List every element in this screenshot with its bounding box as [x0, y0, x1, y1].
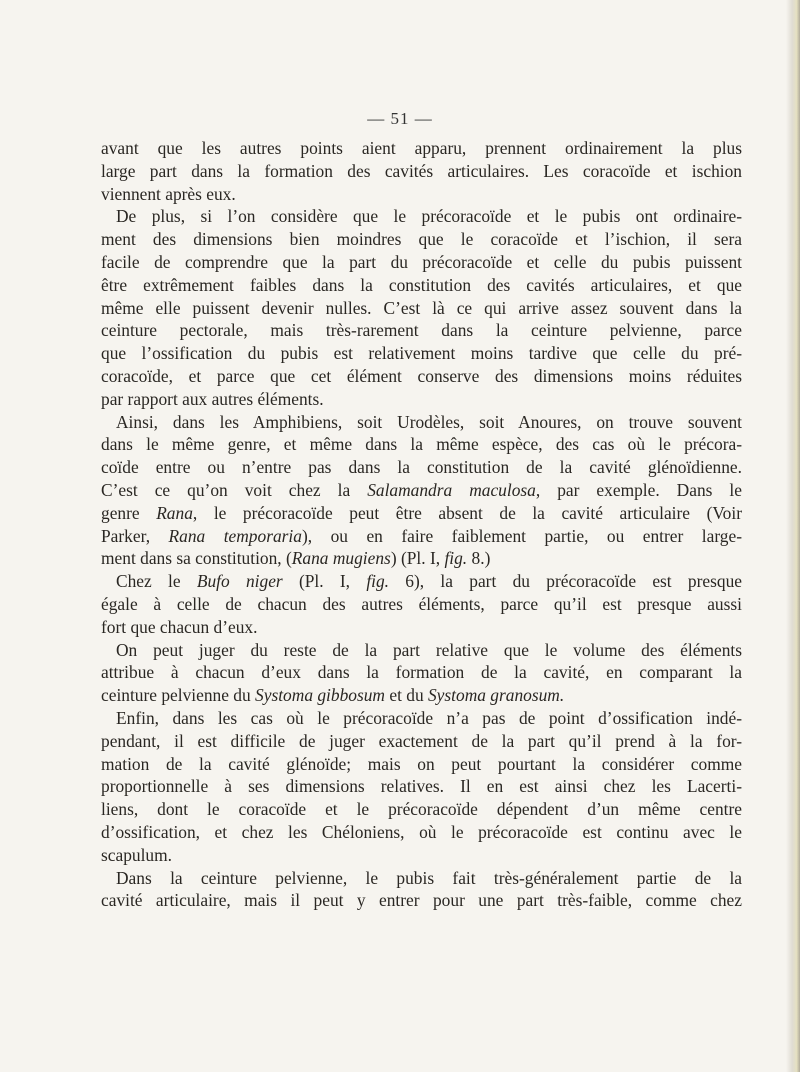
text-segment: ), ou en faire faiblement partie, ou entrer large- [301, 525, 742, 546]
text-line [101, 411, 742, 434]
body-text [101, 137, 742, 912]
text-segment: Dans la ceinture pelvienne, le pubis fait très-généralement partie de la [116, 867, 742, 888]
text-line [101, 616, 742, 639]
italic-text: Rana [156, 502, 193, 523]
text-segment: d’ossification, et chez les Chéloniens, où le précoracoïde est continu avec le [101, 821, 742, 842]
text-line [101, 821, 742, 844]
italic-text: Systoma granosum. [427, 685, 565, 706]
text-line [101, 525, 742, 548]
text-segment: Ainsi, dans les Amphibiens, soit Urodèles, soit Anoures, on trouve souvent [116, 411, 742, 432]
text-segment: scapulum. [101, 844, 172, 865]
text-line [101, 844, 742, 867]
italic-text: fig. [366, 571, 390, 592]
text-segment: , le précoracoïde peut être absent de la cavité articulaire (Voir [192, 502, 742, 523]
text-line [101, 205, 742, 228]
text-line [101, 753, 742, 776]
text-segment: , par exemple. Dans le [535, 479, 742, 500]
text-line [101, 251, 742, 274]
italic-text: Rana mugiens [291, 548, 391, 569]
text-line [101, 183, 742, 206]
text-line [101, 388, 742, 411]
text-segment: attribue à chacun d’eux dans la formation de la cavité, en comparant la [101, 662, 742, 683]
text-segment: Parker, [101, 525, 169, 546]
text-segment: De plus, si l’on considère que le précoracoïde et le pubis ont ordinaire- [116, 206, 742, 227]
text-segment: même elle puissent devenir nulles. C’est là ce qui arrive assez souvent dans la [101, 297, 742, 318]
text-segment: Enfin, dans les cas où le précoracoïde n’a pas de point d’ossification indé- [116, 707, 742, 728]
text-line [101, 137, 742, 160]
text-line [101, 775, 742, 798]
text-line [101, 456, 742, 479]
italic-text: Rana temporaria [168, 525, 302, 546]
text-segment: (Pl. I, [282, 571, 367, 592]
text-line [101, 297, 742, 320]
text-segment: pendant, il est difficile de juger exactement de la part qu’il prend à la for- [101, 730, 742, 751]
text-line [101, 798, 742, 821]
text-segment: mation de la cavité glénoïde; mais on peut pourtant la considérer comme [101, 753, 742, 774]
text-segment: genre [101, 502, 157, 523]
text-line [101, 661, 742, 684]
text-line [101, 228, 742, 251]
text-segment: C’est ce qu’on voit chez la [101, 479, 368, 500]
text-line [101, 684, 742, 707]
text-line [101, 479, 742, 502]
text-segment: facile de comprendre que la part du précoracoïde et celle du pubis puissent [101, 251, 742, 272]
page-number: — 51 — [367, 109, 433, 128]
text-line [101, 365, 742, 388]
italic-text: fig. [444, 548, 468, 569]
text-line [101, 502, 742, 525]
text-line [101, 570, 742, 593]
text-segment: égale à celle de chacun des autres éléments, parce qu’il est presque aussi [101, 593, 742, 614]
text-segment: être extrêmement faibles dans la constitution des cavités articulaires, et que [101, 274, 742, 295]
page-edge-shadow [786, 0, 800, 1072]
italic-text: Bufo niger [196, 571, 283, 592]
text-line [101, 319, 742, 342]
text-segment: viennent après eux. [101, 183, 236, 204]
text-line [101, 730, 742, 753]
text-segment: par rapport aux autres éléments. [101, 388, 324, 409]
text-segment: fort que chacun d’eux. [101, 616, 258, 637]
text-segment: que l’ossification du pubis est relativement moins tardive que celle du pré- [101, 343, 742, 364]
text-segment: liens, dont le coracoïde et le précoracoïde dépendent d’un même centre [101, 799, 742, 820]
text-segment: On peut juger du reste de la part relative que le volume des éléments [116, 639, 742, 660]
text-line [101, 160, 742, 183]
text-segment: ment des dimensions bien moindres que le coracoïde et l’ischion, il sera [101, 229, 742, 250]
text-segment: large part dans la formation des cavités articulaires. Les coracoïde et ischion [101, 160, 742, 181]
text-segment: proportionnelle à ses dimensions relatives. Il en est ainsi chez les Lacerti- [101, 776, 742, 797]
text-segment: ) (Pl. I, [390, 548, 445, 569]
text-line [101, 867, 742, 890]
text-segment: avant que les autres points aient apparu, prennent ordinairement la plus [101, 138, 742, 158]
text-segment: ceinture pelvienne du [101, 685, 256, 706]
text-segment: coracoïde, et parce que cet élément conserve des dimensions moins réduites [101, 365, 742, 386]
italic-text: Salamandra maculosa [367, 479, 536, 500]
text-line [101, 547, 742, 570]
italic-text: Systoma gibbosum [255, 685, 385, 706]
text-segment: et du [385, 685, 428, 706]
text-segment: 8.) [467, 548, 491, 569]
text-line [101, 274, 742, 297]
text-line [101, 593, 742, 616]
text-line [101, 342, 742, 365]
text-segment: ceinture pectorale, mais très-rarement dans la ceinture pelvienne, parce [101, 320, 742, 341]
text-segment: ment dans sa constitution, ( [101, 548, 292, 569]
text-segment: coïde entre ou n’entre pas dans la constitution de la cavité glénoïdienne. [101, 457, 742, 478]
text-segment: cavité articulaire, mais il peut y entrer pour une part très-faible, comme chez [101, 890, 742, 911]
text-line [101, 889, 742, 912]
text-segment: dans le même genre, et même dans la même espèce, des cas où le précora- [101, 434, 742, 455]
text-line [101, 707, 742, 730]
text-segment: 6), la part du précoracoïde est presque [389, 571, 742, 592]
text-line [101, 639, 742, 662]
text-segment: Chez le [116, 571, 197, 592]
text-line [101, 433, 742, 456]
